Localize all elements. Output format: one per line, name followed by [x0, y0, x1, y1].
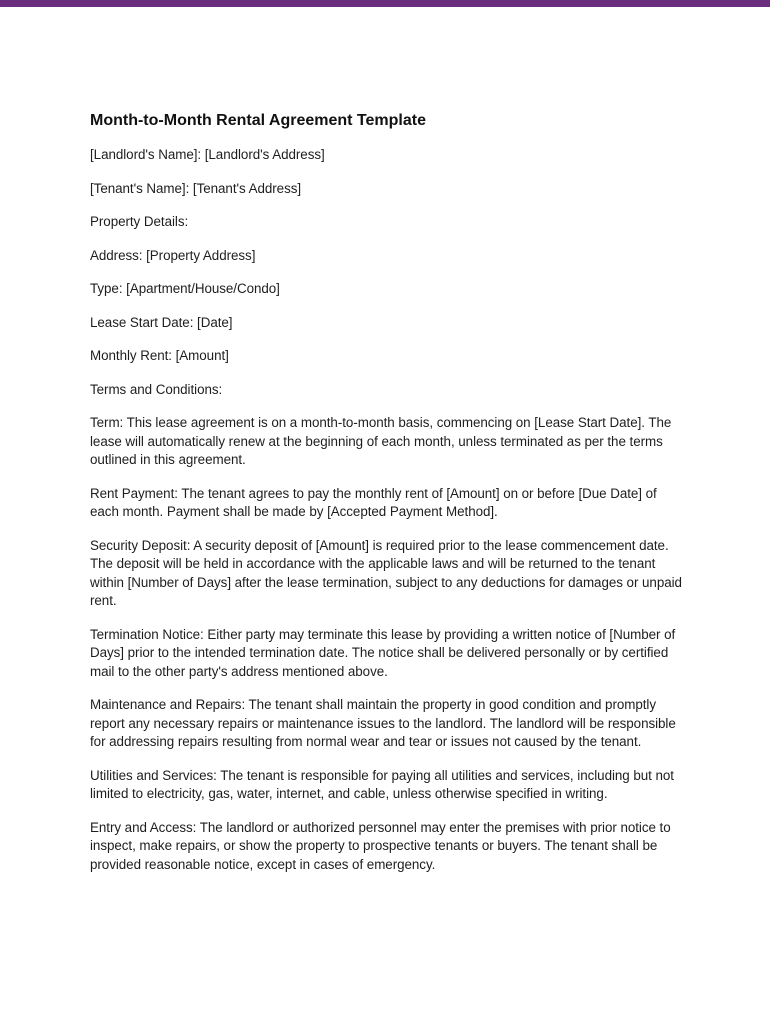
- utilities-services-clause: Utilities and Services: The tenant is responsible for paying all utilities and services, including but not limited to electricity, gas, water, internet, and cable, unless otherwise specified in writing.: [90, 767, 674, 801]
- document-title: Month-to-Month Rental Agreement Template: [90, 112, 426, 129]
- monthly-rent-line: Monthly Rent: [Amount]: [90, 348, 229, 363]
- landlord-line: [Landlord's Name]: [Landlord's Address]: [90, 147, 325, 162]
- property-type-line: Type: [Apartment/House/Condo]: [90, 281, 280, 296]
- entry-access-clause: Entry and Access: The landlord or authorized personnel may enter the premises with prior notice to inspect, make repairs, or show the property to prospective tenants or buyers. The tenant shall be provided reasonable notice, except in cases of emergency.: [90, 819, 671, 872]
- termination-notice-clause: Termination Notice: Either party may terminate this lease by providing a written notice of [Number of Days] prior to the intended termination date. The notice shall be delivered personally or by certified mail to the other party's address mentioned above.: [90, 626, 676, 679]
- tenant-line: [Tenant's Name]: [Tenant's Address]: [90, 180, 302, 196]
- document-page: [90, 111, 682, 889]
- term-clause: Term: This lease agreement is on a month-to-month basis, commencing on [Lease Start Date]. The lease will automatically renew at the beginning of each month, unless terminated as per the terms outlined in this agreement.: [90, 415, 672, 467]
- property-address-line: Address: [Property Address]: [90, 247, 256, 263]
- terms-heading: Terms and Conditions:: [90, 381, 223, 397]
- lease-start-date-line: Lease Start Date: [Date]: [90, 314, 233, 330]
- header-accent-bar: [0, 0, 770, 7]
- property-details-heading: Property Details:: [90, 214, 189, 229]
- maintenance-repairs-clause: Maintenance and Repairs: The tenant shall maintain the property in good condition and promptly report any necessary repairs or maintenance issues to the landlord. The landlord will be responsible for addressing repairs resulting from normal wear and tear or issues not caused by the tenant.: [90, 697, 676, 749]
- security-deposit-clause: Security Deposit: A security deposit of [Amount] is required prior to the lease commencement date. The deposit will be held in accordance with the applicable laws and will be returned to the tenant within [Number of Days] after the lease termination, subject to any deductions for damages or unpaid rent.: [90, 537, 682, 608]
- rent-payment-clause: Rent Payment: The tenant agrees to pay the monthly rent of [Amount] on or before [Due Date] of each month. Payment shall be made by [Accepted Payment Method].: [90, 485, 657, 519]
